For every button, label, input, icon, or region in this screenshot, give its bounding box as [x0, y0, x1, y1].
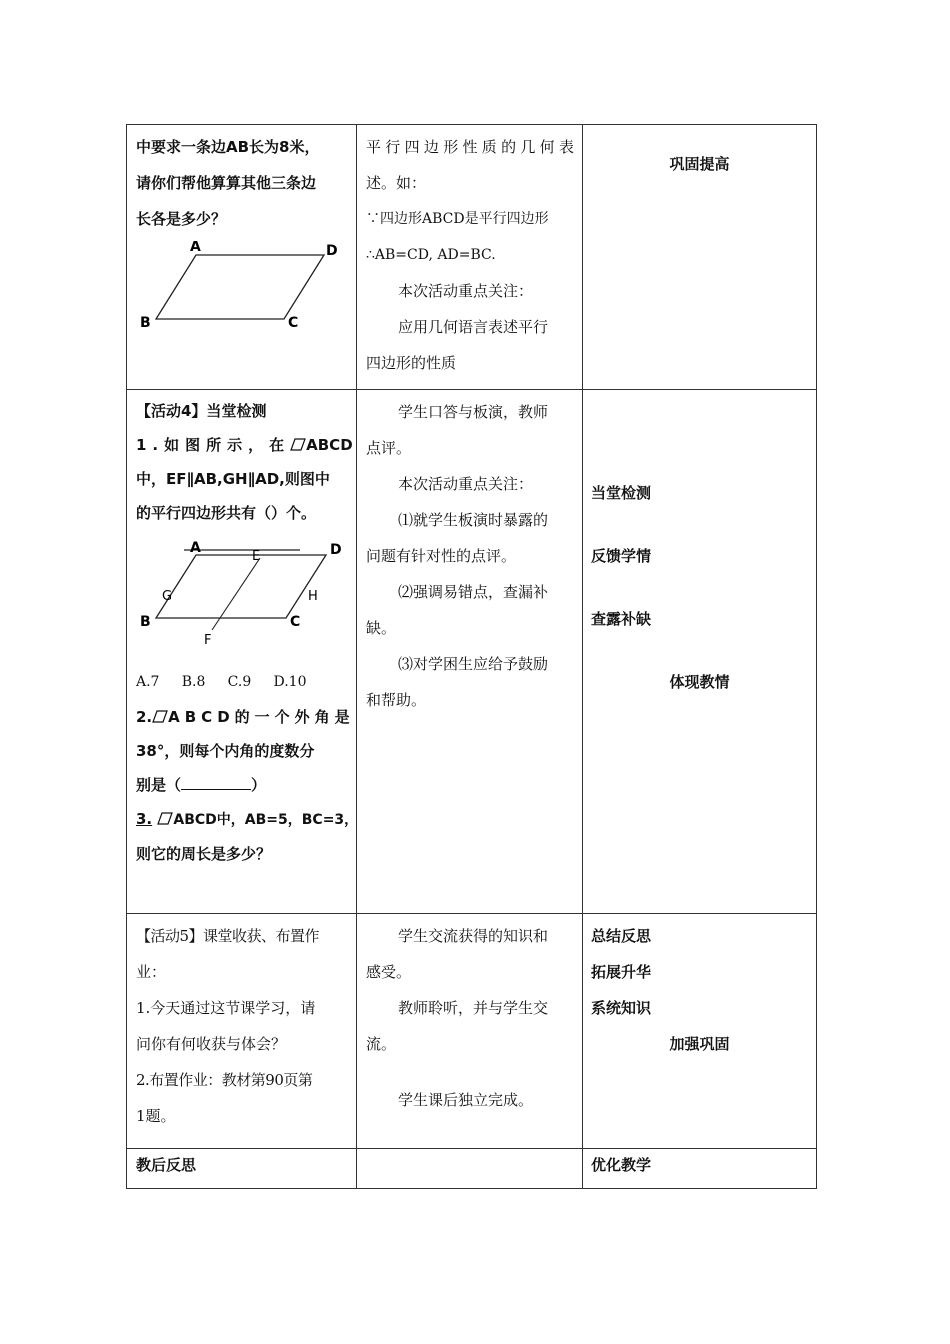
vertex-label-a: A [190, 540, 201, 556]
row3-intent-tag: 拓展升华 [591, 963, 652, 981]
row2-process-line: 学生口答与板演，教师 [398, 403, 549, 421]
row1-content-cell [127, 125, 357, 390]
row2-intent-tag: 当堂检测 [591, 484, 652, 502]
row1-process-line: 平行四边形性质的几何表 [366, 138, 574, 156]
vertex-label-d: D [326, 243, 338, 259]
q2-line3-suffix: ） [251, 776, 267, 794]
row3-text-line: 2.布置作业：教材第90页第 [136, 1071, 313, 1089]
row3-process-line: 感受。 [366, 963, 412, 981]
q2-line3-prefix: 别是（ [136, 776, 182, 794]
reflection-label: 教后反思 [136, 1156, 197, 1174]
q3-line: 则它的周长是多少？ [136, 845, 272, 863]
row2-process-line: 点评。 [366, 439, 412, 457]
row2-process-line: ⑶对学困生应给予鼓励 [398, 655, 549, 673]
q2-line1: ABCD的一个外角是 [168, 708, 355, 726]
row3-text-line: 问你有何收获与体会？ [136, 1035, 287, 1053]
row3-process-cell [357, 914, 583, 1149]
row1-intent-cell [583, 125, 817, 390]
q1-name: ABCD [306, 436, 353, 454]
q1-line: 中，EF∥AB,GH∥AD,则图中 [136, 470, 330, 488]
row3-content-cell [127, 914, 357, 1149]
row1-process-line: ∴AB=CD, AD=BC. [366, 247, 496, 263]
q2-number: 2. [136, 708, 153, 726]
row2-intent-tag: 查露补缺 [591, 610, 652, 628]
parallelogram-figure [136, 241, 346, 331]
row1-text-line: 请你们帮他算算其他三条边 [136, 174, 317, 192]
parallelogram-ef-gh-figure [136, 538, 348, 656]
row3-intent-tag: 总结反思 [591, 927, 652, 945]
q2-line [136, 700, 355, 734]
q1-choices [136, 664, 348, 700]
vertex-label-a: A [190, 241, 201, 255]
row2-process-line: 问题有针对性的点评。 [366, 547, 517, 565]
row3-text-line: 1.今天通过这节课学习，请 [136, 999, 316, 1017]
row3-process-line: 教师聆听，并与学生交 [398, 999, 549, 1017]
row3-process-line: 学生交流获得的知识和 [398, 927, 549, 945]
q2-text [152, 700, 355, 734]
point-label-h: H [308, 589, 318, 604]
point-label-g: G [162, 589, 173, 604]
row2-process-line: 本次活动重点关注： [398, 475, 534, 493]
row4-empty-cell [357, 1149, 583, 1189]
row3-intent-tag: 系统知识 [591, 999, 652, 1017]
vertex-label-b: B [140, 614, 151, 630]
row3-text-line: 1题。 [136, 1107, 176, 1125]
point-label-f: F [204, 633, 212, 648]
choice-b: B.8 [181, 674, 206, 690]
parallelogram-symbol-icon [290, 438, 306, 451]
choice-a: A.7 [136, 674, 160, 690]
parallelogram-symbol-icon [157, 812, 173, 825]
q1-line [136, 428, 353, 462]
activity-4-title: 【活动4】当堂检测 [136, 402, 267, 420]
q3-line1: ABCD中，AB=5，BC=3， [173, 812, 359, 828]
q2-line: 38°，则每个内角的度数分 [136, 742, 315, 760]
q1-parallelogram-name [290, 428, 353, 462]
row1-process-line: 本次活动重点关注： [398, 282, 534, 300]
row-reflection [127, 1149, 817, 1189]
row2-process-line: 和帮助。 [366, 691, 427, 709]
row2-process-line: 缺。 [366, 619, 397, 637]
row4-label-cell [127, 1149, 357, 1189]
row2-intent-cell [583, 390, 817, 914]
row1-process-line: 四边形的性质 [366, 354, 457, 372]
row3-process-line: 流。 [366, 1035, 397, 1053]
vertex-label-c: C [288, 315, 299, 331]
row1-intent-text: 巩固提高 [669, 155, 730, 173]
row1-process-cell [357, 125, 583, 390]
row1-process-line: ∵四边形ABCD是平行四边形 [366, 211, 549, 227]
row2-process-cell [357, 390, 583, 914]
row3-text-line: 【活动5】课堂收获、布置作 [136, 927, 320, 945]
q3-number: 3. [136, 810, 153, 828]
q2-line [136, 768, 348, 802]
vertex-label-c: C [290, 614, 301, 630]
choice-d: D.10 [273, 674, 307, 690]
row2-intent-tag: 反馈学情 [591, 547, 652, 565]
row1-text-line: 长各是多少？ [136, 210, 227, 228]
row3-intent-center: 加强巩固 [669, 1035, 730, 1053]
vertex-label-b: B [140, 315, 151, 331]
row-activity-5 [127, 914, 817, 1149]
row3-process-line: 学生课后独立完成。 [398, 1091, 534, 1109]
row3-intent-cell [583, 914, 817, 1149]
row2-process-line: ⑴就学生板演时暴露的 [398, 511, 549, 529]
row2-intent-center: 体现教情 [669, 673, 730, 691]
answer-blank [181, 789, 251, 790]
point-label-e: E [252, 549, 261, 564]
row1-process-line: 述。如： [366, 174, 427, 192]
row2-process-line: ⑵强调易错点，查漏补 [398, 583, 549, 601]
choice-c: C.9 [227, 674, 252, 690]
row2-content-cell [127, 390, 357, 914]
row1-process-line: 应用几何语言表述平行 [398, 318, 549, 336]
row-activity-3 [127, 125, 817, 390]
lesson-plan-table [126, 124, 817, 1189]
parallelogram-symbol-icon [152, 710, 168, 723]
row4-intent-cell [583, 1149, 817, 1189]
q3-line [136, 802, 359, 837]
q1-line: 的平行四边形共有（）个。 [136, 504, 317, 522]
q1-prefix: 1.如图所示，在 [136, 436, 291, 454]
row4-intent-text: 优化教学 [591, 1156, 652, 1174]
vertex-label-d: D [330, 542, 342, 558]
row1-text-line: 中要求一条边AB长为8米， [136, 138, 320, 156]
row3-text-line: 业： [136, 963, 167, 981]
row-activity-4 [127, 390, 817, 914]
